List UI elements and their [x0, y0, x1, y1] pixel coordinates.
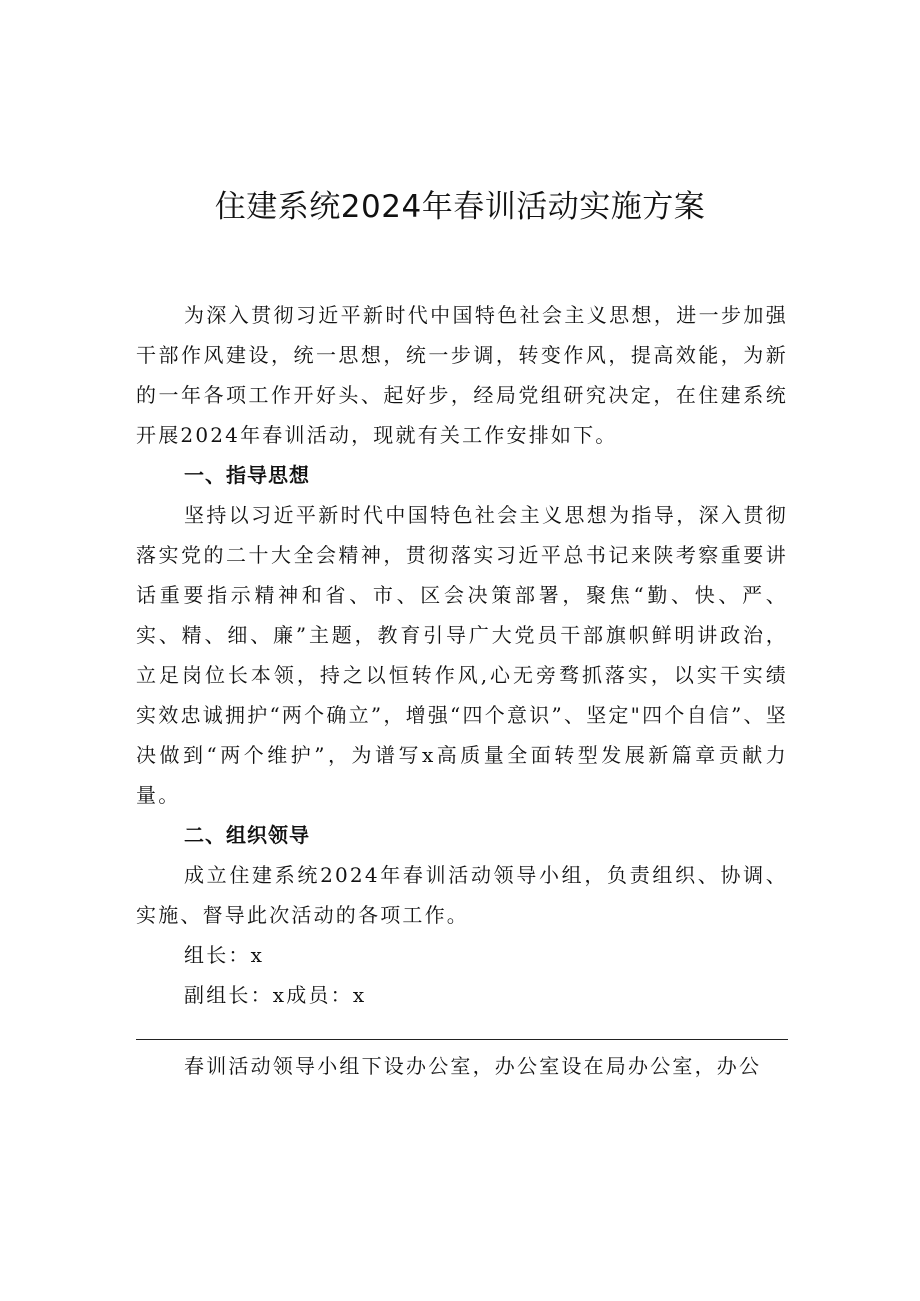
- deputy-leader-line: 副组长：x成员：x: [184, 983, 367, 1007]
- intro-paragraph: 为深入贯彻习近平新时代中国特色社会主义思想，进一步加强干部作风建设，统一思想，统一步调，转变作风，提高效能，为新的一年各项工作开好头、起好步，经局党组研究决定，在住建系统开展2024年春训活动，现就有关工作安排如下。: [136, 303, 788, 447]
- separator-line: [136, 1039, 788, 1040]
- section-heading-guiding-ideology: 一、指导思想: [184, 463, 310, 487]
- group-leader-line: 组长：x: [184, 943, 265, 967]
- organization-paragraph: 成立住建系统2024年春训活动领导小组，负责组织、协调、实施、督导此次活动的各项工作。: [136, 863, 788, 927]
- office-paragraph: 春训活动领导小组下设办公室，办公室设在局办公室，办公: [184, 1054, 762, 1078]
- document-title: 住建系统2024年春训活动实施方案: [214, 189, 706, 225]
- guiding-ideology-paragraph: 坚持以习近平新时代中国特色社会主义思想为指导，深入贯彻落实党的二十大全会精神，贯彻落实习近平总书记来陕考察重要讲话重要指示精神和省、市、区会决策部署，聚焦“勤、快、严、实、精、细、廉”主题，教育引导广大党员干部旗帜鲜明讲政治，立足岗位长本领，持之以恒转作风,心无旁骛抓落实，以实干实绩实效忠诚拥护“两个确立”，增强“四个意识”、坚定"四个自信”、坚决做到“两个维护”，为谱写x高质量全面转型发展新篇章贡献力量。: [136, 503, 788, 807]
- section-heading-organization: 二、组织领导: [184, 823, 310, 847]
- document-body: [136, 295, 788, 1086]
